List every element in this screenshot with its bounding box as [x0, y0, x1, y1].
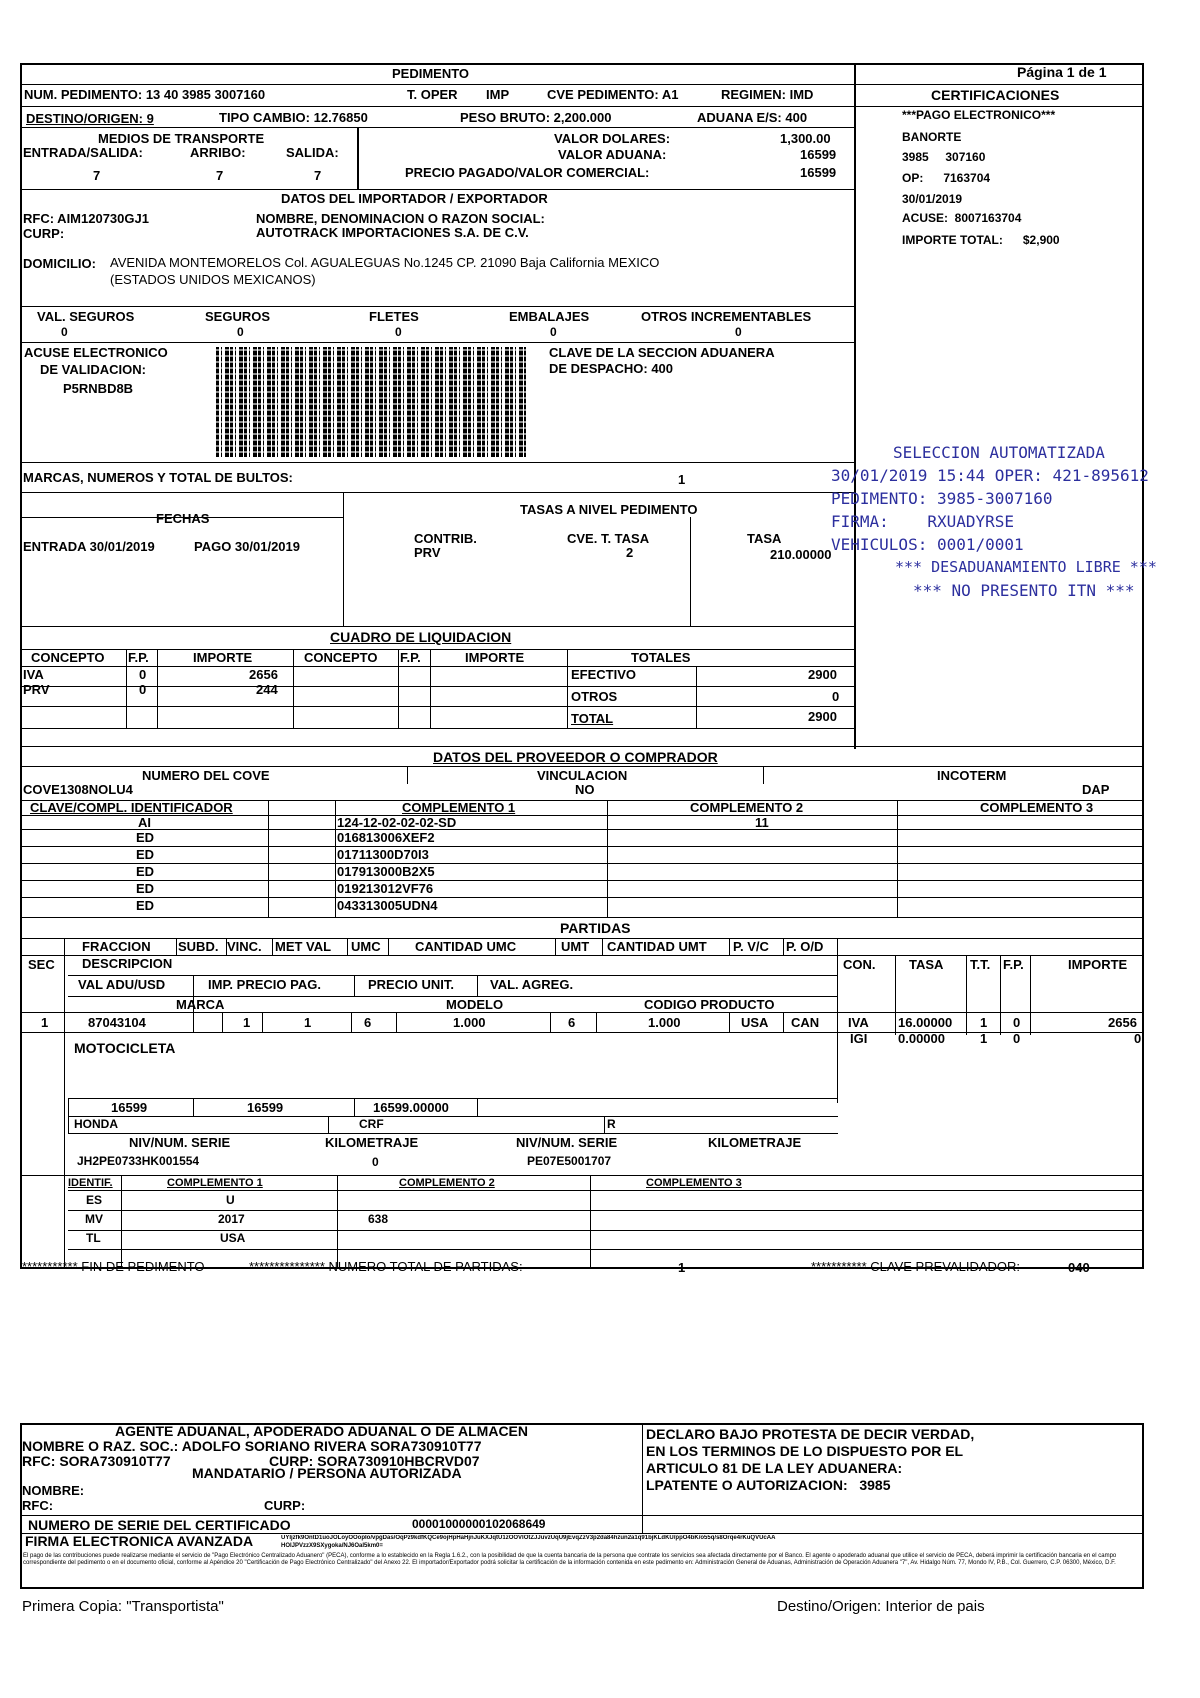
ident-c2: 638: [368, 1212, 389, 1226]
partida-val-adu: 16599: [111, 1100, 148, 1115]
importador-title: DATOS DEL IMPORTADOR / EXPORTADOR: [281, 191, 548, 206]
agente-curp: CURP: SORA730910HBCRVD07: [269, 1453, 480, 1469]
val-seguros-value: 0: [61, 325, 68, 339]
partida-fraccion: 87043104: [88, 1015, 146, 1030]
serie-label: NIV/NUM. SERIE: [129, 1135, 231, 1150]
total-label: TOTAL: [571, 711, 614, 726]
liq-header: F.P.: [400, 650, 421, 665]
stamp-line: *** DESADUANAMIENTO LIBRE ***: [895, 558, 1157, 576]
total-label: OTROS: [571, 689, 618, 704]
liq-concepto: IVA: [23, 667, 44, 682]
importador-nombre: AUTOTRACK IMPORTACIONES S.A. DE C.V.: [256, 225, 529, 240]
firma-label: FIRMA ELECTRONICA AVANZADA: [25, 1533, 254, 1549]
liq-concepto: PRV: [23, 682, 50, 697]
partida-cant-umc: 1.000: [453, 1015, 486, 1030]
liq-header: CONCEPTO: [31, 650, 105, 665]
sec-header: SEC: [28, 957, 55, 972]
stamp-line: FIRMA: RXUADYRSE: [831, 512, 1015, 531]
declaro-line: ARTICULO 81 DE LA LEY ADUANERA:: [646, 1460, 903, 1476]
ident-header: COMPLEMENTO 3: [980, 800, 1094, 815]
domicilio-label: DOMICILIO:: [23, 256, 96, 271]
stamp-line: VEHICULOS: 0001/0001: [831, 535, 1024, 554]
partida-vinc: 1: [243, 1015, 251, 1030]
clave-seccion-value: DE DESPACHO: 400: [549, 361, 674, 376]
total-partidas: 1: [678, 1260, 686, 1275]
contrib-fp: 0: [1013, 1031, 1021, 1046]
incoterm-label: INCOTERM: [937, 768, 1007, 783]
fechas-title: FECHAS: [156, 511, 210, 526]
ident-clave: ED: [136, 864, 155, 879]
stamp-line: 30/01/2019 15:44 OPER: 421-895612: [831, 466, 1149, 485]
embalajes-value: 0: [550, 325, 557, 339]
liq-header: IMPORTE: [193, 650, 253, 665]
partida-marca: HONDA: [74, 1117, 118, 1131]
contrib-importe: 2656: [1108, 1015, 1137, 1030]
liq-header: IMPORTE: [465, 650, 525, 665]
aduana-es: ADUANA E/S: 400: [697, 110, 808, 125]
partidas-header: UMT: [561, 939, 590, 954]
ident-id: MV: [85, 1212, 103, 1226]
liq-fp: 0: [139, 682, 147, 697]
cve-t-tasa-label: CVE. T. TASA: [567, 531, 650, 546]
liq-importe: 2656: [249, 667, 278, 682]
partidas-right-header: CON.: [843, 957, 876, 972]
clave-prevalidador-label: *********** CLAVE PREVALIDADOR:: [811, 1259, 1021, 1274]
incoterm-value: DAP: [1082, 782, 1110, 797]
ident-id: ES: [86, 1193, 103, 1207]
partidas-header: IMP. PRECIO PAG.: [208, 977, 321, 992]
partidas-header: PRECIO UNIT.: [368, 977, 454, 992]
liq-fp: 0: [139, 667, 147, 682]
total-partidas-label: *************** NUMERO TOTAL DE PARTIDAS:: [249, 1259, 523, 1274]
ident-header: COMPLEMENTO 1: [167, 1177, 263, 1189]
contrib-tasa: 0.00000: [898, 1031, 945, 1046]
legal-text: El pago de las contribuciones puede realizarse mediante el servicio de "Pago Electrónico Centralizado Aduanero" (PECA), conforme a lo establecido en la Regla 1.6.2., con la posibilidad de que la cuenta bancaria de la persona que contrate los servicios sea afectada directamente por el Banco. El agente o apoderado aduanal que utilice el servicio de PECA, deberá imprimir la certificación bancaria en el campo correspondiente del pedimento o en el documento oficial, conforme al Apéndice 20 "Certificación de Pago Electrónico Centralizado" del Anexo 22. El importador/Exportador podrá solicitar la certificación de la información contenida en este pedimento en: Administración General de Aduanas, Administración de Operación Aduanera "7", Av. Hidalgo Núm. 77, Mondo IV, P.B., Col. Guerrero, C.P. 06300, México, D.F.: [23, 1553, 1117, 1566]
proveedor-title: DATOS DEL PROVEEDOR O COMPRADOR: [433, 749, 718, 765]
acuse-value: P5RNBD8B: [63, 381, 134, 396]
ident-header: COMPLEMENTO 3: [646, 1177, 742, 1189]
ident-header: COMPLEMENTO 2: [399, 1177, 495, 1189]
partidas-header: CANTIDAD UMT: [607, 939, 707, 954]
entrada-salida-value: 7: [93, 168, 101, 183]
contrib-fp: 0: [1013, 1015, 1021, 1030]
arribo-value: 7: [216, 168, 224, 183]
fletes-value: 0: [395, 325, 402, 339]
contrib-importe: 0: [1134, 1031, 1142, 1046]
liq-importe: 244: [256, 682, 278, 697]
liq-header: TOTALES: [631, 650, 691, 665]
peso-bruto: PESO BRUTO: 2,200.000: [460, 110, 612, 125]
partida-precio-unit: 16599.00000: [373, 1100, 449, 1115]
valor-aduana-label: VALOR ADUANA:: [558, 147, 667, 162]
ident-c1: 043313005UDN4: [337, 898, 438, 913]
cert-line: 30/01/2019: [902, 192, 963, 206]
certificaciones-title: CERTIFICACIONES: [931, 87, 1060, 103]
partidas-header: VAL ADU/USD: [78, 977, 166, 992]
otros-incrementables-label: OTROS INCREMENTABLES: [641, 309, 812, 324]
valor-dolares-label: VALOR DOLARES:: [554, 131, 671, 146]
serie-certificado-label: NUMERO DE SERIE DEL CERTIFICADO: [28, 1517, 291, 1533]
stamp-line: *** NO PRESENTO ITN ***: [913, 581, 1135, 600]
tasa-label: TASA: [747, 531, 782, 546]
mandatario-label: MANDATARIO / PERSONA AUTORIZADA: [192, 1465, 462, 1481]
ident-clave: ED: [136, 898, 155, 913]
domicilio: AVENIDA MONTEMORELOS Col. AGUALEGUAS No.1245 CP. 21090 Baja California MEXICO: [110, 255, 660, 270]
liq-header: CONCEPTO: [304, 650, 378, 665]
contrib-value: PRV: [414, 545, 441, 560]
cve-t-tasa-value: 2: [626, 545, 634, 560]
mandatario-rfc: RFC:: [22, 1498, 54, 1513]
ident-c2: 11: [755, 815, 769, 830]
cve-pedimento: CVE PEDIMENTO: A1: [547, 87, 679, 102]
cert-line: 3985 307160: [902, 150, 986, 164]
partidas-header: MODELO: [446, 997, 504, 1012]
ident-c1: 2017: [218, 1212, 245, 1226]
contrib-con: IGI: [850, 1031, 868, 1046]
partida-umt: 6: [568, 1015, 576, 1030]
ident-header: IDENTIF.: [68, 1177, 113, 1189]
partidas-right-header: TASA: [909, 957, 944, 972]
acuse-label-2: DE VALIDACION:: [40, 362, 146, 377]
partidas-header: P. V/C: [733, 939, 769, 954]
cove-label: NUMERO DEL COVE: [142, 768, 270, 783]
contrib-con: IVA: [848, 1015, 869, 1030]
valor-aduana: 16599: [800, 147, 837, 162]
contrib-label: CONTRIB.: [414, 531, 477, 546]
agente-title: AGENTE ADUANAL, APODERADO ADUANAL O DE ALMACEN: [115, 1423, 528, 1439]
vinculacion-label: VINCULACION: [537, 768, 628, 783]
partidas-header: VINC.: [227, 939, 262, 954]
partida-umc: 6: [364, 1015, 372, 1030]
fecha-pago: PAGO 30/01/2019: [194, 539, 300, 554]
primera-copia: Primera Copia: "Transportista": [22, 1598, 224, 1615]
regimen: REGIMEN: IMD: [721, 87, 814, 102]
agente-nombre: NOMBRE O RAZ. SOC.: ADOLFO SORIANO RIVERA SORA730910T77: [22, 1438, 482, 1454]
mandatario-nombre: NOMBRE:: [22, 1483, 85, 1498]
page-number: Página 1 de 1: [1017, 64, 1107, 80]
partidas-header: MET VAL: [275, 939, 332, 954]
marcas-label: MARCAS, NUMEROS Y TOTAL DE BULTOS:: [23, 470, 293, 485]
liq-header: F.P.: [128, 650, 149, 665]
destino-origen-footer: Destino/Origen: Interior de pais: [777, 1598, 985, 1615]
ident-c1: U: [226, 1193, 235, 1207]
total-label: EFECTIVO: [571, 667, 637, 682]
firma-value: UYIjzfk9OntD1uoJOLoyOOopIo/vpgDas/OqPz9kdfKQCe9ojHpHaHjnJuKXJqtU1zOOVIOtZJJuvzUqU9jEvqZzV3p2da84hzun2a1q91bjKLdKU/ppO4bK/o55q/s8Orqe4rKuQVUcAA: [281, 1535, 776, 1541]
partidas-header: UMC: [351, 939, 381, 954]
barcode-image: [216, 347, 526, 457]
cert-line: ***PAGO ELECTRONICO***: [902, 108, 1056, 122]
firma-value-2: HOlJPVzzX9SXygoka/NJ6Oal5km0=: [281, 1543, 383, 1549]
ident-clave: AI: [138, 815, 151, 830]
entrada-salida-label: ENTRADA/SALIDA:: [23, 145, 143, 160]
ident-clave: ED: [136, 881, 155, 896]
t-oper-label: T. OPER: [407, 87, 458, 102]
importador-curp: CURP:: [23, 226, 65, 241]
km-label: KILOMETRAJE: [708, 1135, 802, 1150]
cove-value: COVE1308NOLU4: [23, 782, 133, 797]
partida-codigo: R: [607, 1117, 616, 1131]
salida-value: 7: [314, 168, 322, 183]
partida-modelo: CRF: [359, 1117, 384, 1131]
importador-nombre-label: NOMBRE, DENOMINACION O RAZON SOCIAL:: [256, 211, 545, 226]
acuse-label: ACUSE ELECTRONICO: [24, 345, 168, 360]
tasa-value: 210.00000: [770, 547, 832, 562]
serie-value: PE07E5001707: [527, 1154, 612, 1168]
partidas-header: CODIGO PRODUCTO: [644, 997, 775, 1012]
seguros-label: SEGUROS: [205, 309, 271, 324]
clave-seccion-label: CLAVE DE LA SECCION ADUANERA: [549, 345, 775, 360]
serie-value: JH2PE0733HK001554: [77, 1154, 200, 1168]
partidas-header: P. O/D: [786, 939, 824, 954]
precio-pagado-label: PRECIO PAGADO/VALOR COMERCIAL:: [405, 165, 650, 180]
partida-sec: 1: [41, 1015, 49, 1030]
partidas-header: SUBD.: [178, 939, 219, 954]
partida-descripcion: MOTOCICLETA: [74, 1040, 176, 1056]
partidas-right-header: F.P.: [1003, 957, 1024, 972]
otros-incrementables-value: 0: [735, 325, 742, 339]
ident-clave: ED: [136, 830, 155, 845]
partidas-right-header: IMPORTE: [1068, 957, 1128, 972]
ident-clave: ED: [136, 847, 155, 862]
descripcion-header: DESCRIPCION: [82, 956, 173, 971]
stamp-line: PEDIMENTO: 3985-3007160: [831, 489, 1053, 508]
embalajes-label: EMBALAJES: [509, 309, 590, 324]
fin-pedimento: *********** FIN DE PEDIMENTO: [22, 1259, 205, 1274]
document-title: PEDIMENTO: [392, 66, 470, 81]
ident-id: TL: [86, 1231, 101, 1245]
ident-header: COMPLEMENTO 1: [402, 800, 516, 815]
partida-pod: CAN: [791, 1015, 820, 1030]
val-seguros-label: VAL. SEGUROS: [37, 309, 135, 324]
tasas-title: TASAS A NIVEL PEDIMENTO: [520, 502, 698, 517]
arribo-label: ARRIBO:: [190, 145, 246, 160]
cert-line: OP: 7163704: [902, 171, 991, 185]
contrib-tt: 1: [980, 1031, 988, 1046]
valor-dolares: 1,300.00: [780, 131, 831, 146]
total-value: 2900: [808, 709, 837, 724]
tipo-cambio: TIPO CAMBIO: 12.76850: [219, 110, 368, 125]
fletes-label: FLETES: [369, 309, 419, 324]
serie-label: NIV/NUM. SERIE: [516, 1135, 618, 1150]
clave-prevalidador: 040: [1068, 1260, 1090, 1275]
marcas-value: 1: [678, 472, 686, 487]
ident-c1: USA: [220, 1231, 246, 1245]
domicilio-pais: (ESTADOS UNIDOS MEXICANOS): [110, 272, 316, 287]
num-pedimento: NUM. PEDIMENTO: 13 40 3985 3007160: [24, 87, 266, 102]
transporte-title: MEDIOS DE TRANSPORTE: [98, 131, 265, 146]
serie-certificado: 00001000000102068649: [412, 1517, 546, 1531]
contrib-tasa: 16.00000: [898, 1015, 953, 1030]
km-value: 0: [372, 1155, 379, 1169]
contrib-tt: 1: [980, 1015, 988, 1030]
partida-pvc: USA: [741, 1015, 769, 1030]
ident-c1: 017913000B2X5: [337, 864, 435, 879]
declaro-line: EN LOS TERMINOS DE LO DISPUESTO POR EL: [646, 1443, 964, 1459]
seguros-value: 0: [237, 325, 244, 339]
agente-rfc: RFC: SORA730910T77: [22, 1453, 171, 1469]
km-label: KILOMETRAJE: [325, 1135, 419, 1150]
partidas-header: MARCA: [176, 997, 225, 1012]
destino-origen: DESTINO/ORIGEN: 9: [26, 111, 154, 126]
ident-header: CLAVE/COMPL. IDENTIFICADOR: [30, 800, 233, 815]
cert-line: BANORTE: [902, 130, 962, 144]
stamp-line: SELECCION AUTOMATIZADA: [893, 443, 1105, 462]
partidas-header: VAL. AGREG.: [490, 977, 574, 992]
ident-c1: 01711300D70I3: [337, 847, 429, 862]
ident-header: COMPLEMENTO 2: [690, 800, 804, 815]
mandatario-curp: CURP:: [264, 1498, 306, 1513]
precio-pagado: 16599: [800, 165, 837, 180]
liquidacion-title: CUADRO DE LIQUIDACION: [330, 629, 512, 645]
t-oper-value: IMP: [486, 87, 510, 102]
patente: LPATENTE O AUTORIZACION: 3985: [646, 1477, 891, 1493]
importador-rfc: RFC: AIM120730GJ1: [23, 211, 149, 226]
partida-cant-umt: 1.000: [648, 1015, 681, 1030]
partida-metval: 1: [304, 1015, 312, 1030]
fecha-entrada: ENTRADA 30/01/2019: [23, 539, 155, 554]
declaro-line: DECLARO BAJO PROTESTA DE DECIR VERDAD,: [646, 1426, 975, 1442]
ident-c1: 019213012VF76: [337, 881, 434, 896]
cert-line: ACUSE: 8007163704: [902, 211, 1022, 225]
total-value: 0: [832, 689, 840, 704]
ident-c1: 124-12-02-02-02-SD: [337, 815, 457, 830]
partida-imp-precio: 16599: [247, 1100, 284, 1115]
partidas-title: PARTIDAS: [560, 920, 631, 936]
partidas-header: FRACCION: [82, 939, 151, 954]
cert-line: IMPORTE TOTAL: $2,900: [902, 233, 1060, 247]
vinculacion-value: NO: [575, 782, 595, 797]
salida-label: SALIDA:: [286, 145, 339, 160]
partidas-right-header: T.T.: [970, 957, 991, 972]
total-value: 2900: [808, 667, 837, 682]
ident-c1: 016813006XEF2: [337, 830, 435, 845]
partidas-header: CANTIDAD UMC: [415, 939, 517, 954]
